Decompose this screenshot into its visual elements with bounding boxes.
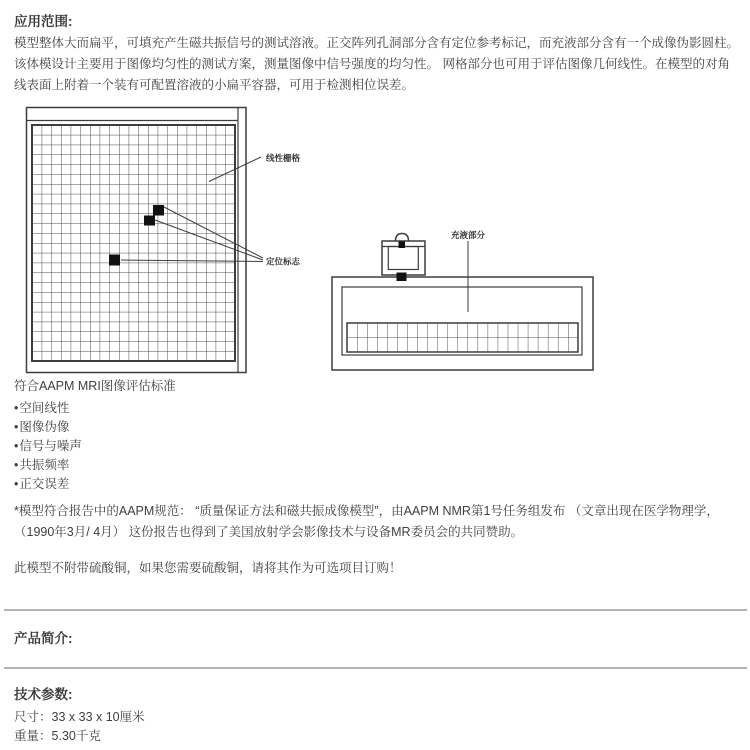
side-view-drawing [332,230,593,370]
side-grid-strip [347,323,578,352]
spec-weight-label: 重量： [14,729,52,743]
standard-item: • 图像伪像 [14,418,736,437]
phantom-diagram-figure [0,105,750,375]
product-intro-title: 产品简介: [14,631,73,646]
technical-specs-title: 技术参数: [14,687,73,702]
spec-dimensions-value: 33 x 33 x 10厘米 [51,710,145,724]
spec-dimensions-label: 尺寸： [14,710,52,724]
spec-weight [14,727,736,746]
aapm-specification-note: *模型符合报告中的AAPM规范： “质量保证方法和磁共振成像模型”，由AAPM NMR第1号任务组发布 （文章出现在医学物理学， （1990年3月/ 4月） 这份报告也得到了美国放射学会影像技术与设备MR委员会的共同赞助。 [14,504,719,539]
aapm-standards-list [14,399,736,494]
copper-sulfate-order-note: 此模型不附带硫酸铜，如果您需要硫酸铜，请将其作为可选项目订购！ [14,561,402,575]
spec-dimensions [14,708,736,727]
spec-weight-value: 5.30千克 [51,729,101,743]
application-scope-title: 应用范围: [14,14,73,29]
aapm-standard-heading: 符合AAPM MRI图像评估标准 [14,379,176,393]
standard-item: • 信号与噪声 [14,437,736,456]
small-flat-container [382,234,425,282]
positioning-marks-label: 定位标志 [266,256,301,267]
linear-grid-label: 线性栅格 [266,153,301,163]
application-paragraph-1: 模型整体大而扁平，可填充产生磁共振信号的测试溶液。正交阵列孔洞部分含有定位参考标记，而充液部分含有一个成像伪影圆柱。 [14,36,740,50]
section-divider [4,609,747,611]
section-divider [4,667,747,669]
phantom-diagram-image [0,105,750,375]
standard-item: • 共振频率 [14,456,736,475]
standard-item: • 正交误差 [14,475,736,494]
linearity-grid [32,125,235,361]
front-view-drawing [27,108,301,373]
standard-item: • 空间线性 [14,399,736,418]
application-paragraph-2: 该体模设计主要用于图像均匀性的测试方案，测量图像中信号强度的均匀性。 网格部分也可用于评估图像几何线性。在模型的对角线表面上附着一个装有可配置溶液的小扁平容器，可用于检测相位误差。 [14,57,730,92]
fill-section-label: 充液部分 [451,230,486,240]
